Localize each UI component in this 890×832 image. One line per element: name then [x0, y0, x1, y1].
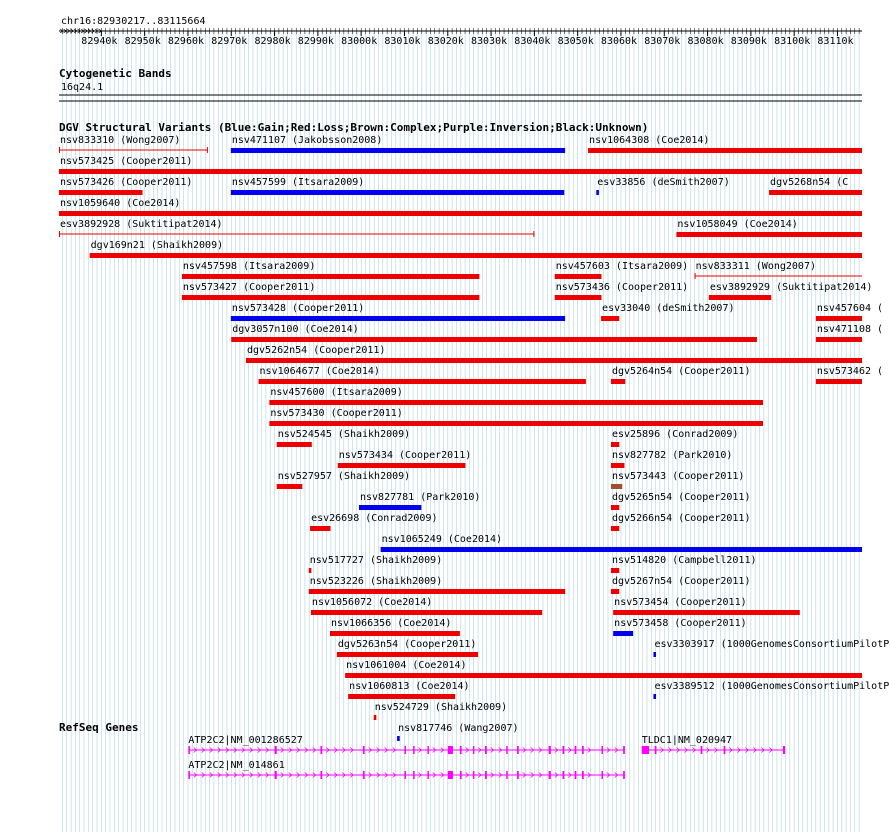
- variant-label: nsv457603 (Itsara2009): [555, 261, 689, 272]
- variant-label: dgv5265n54 (Cooper2011): [612, 492, 751, 503]
- variant-feature[interactable]: [816, 366, 883, 384]
- gene-exon: [363, 771, 365, 779]
- variant-label: nsv1064677 (Coe2014): [259, 366, 380, 377]
- variant-bar[interactable]: [653, 694, 656, 699]
- variant-bar[interactable]: [653, 652, 656, 657]
- variant-feature[interactable]: [613, 618, 746, 636]
- variant-label: nsv573436 (Cooper2011): [555, 282, 689, 293]
- variant-feature[interactable]: [769, 177, 862, 195]
- variant-bar[interactable]: [611, 442, 619, 447]
- gene-label: TLDC1|NM_020947: [641, 735, 733, 746]
- variant-label: nsv1058049 (Coe2014): [677, 219, 798, 230]
- variant-bar[interactable]: [59, 211, 862, 216]
- variant-label: nsv1059640 (Coe2014): [60, 198, 181, 209]
- ruler-tick-label: 82990k: [297, 36, 334, 47]
- gene-exon: [783, 746, 785, 754]
- gene-exon: [188, 771, 190, 779]
- variant-label: nsv573428 (Cooper2011): [231, 303, 365, 314]
- variant-label: nsv527957 (Shaikh2009): [277, 471, 411, 482]
- gene-model[interactable]: [642, 735, 785, 754]
- ruler-tick-label: 82970k: [211, 36, 248, 47]
- gene-exon: [275, 771, 277, 779]
- ruler-tick-label: 83060k: [600, 36, 638, 47]
- variant-bar[interactable]: [337, 652, 478, 657]
- variant-feature[interactable]: [277, 429, 410, 447]
- gene-exon: [427, 771, 429, 779]
- variant-bar[interactable]: [277, 442, 312, 447]
- gene-exon: [701, 746, 703, 754]
- ruler-tick-label: 83010k: [384, 36, 421, 47]
- variant-label: nsv1056072 (Coe2014): [311, 597, 433, 608]
- ruler-tick-label: 82940k: [81, 36, 118, 47]
- gene-model[interactable]: [188, 735, 624, 754]
- ruler-tick-label: 82980k: [254, 36, 291, 47]
- variant-bar[interactable]: [397, 736, 400, 741]
- variant-feature[interactable]: [309, 555, 442, 573]
- variant-label: nsv471107 (Jakobsson2008): [231, 135, 383, 146]
- variant-bar[interactable]: [611, 568, 619, 573]
- variant-label: esv3389512 (1000GenomesConsortiumPilotP: [654, 681, 890, 692]
- variant-feature[interactable]: [269, 408, 763, 426]
- ruler-tick-label: 83030k: [471, 36, 508, 47]
- variant-feature[interactable]: [269, 387, 763, 405]
- variant-bar[interactable]: [269, 400, 763, 405]
- gene-exon: [188, 746, 190, 754]
- variant-feature[interactable]: [816, 303, 883, 321]
- gene-exon: [320, 771, 322, 779]
- variant-feature[interactable]: [613, 597, 800, 615]
- variant-bar[interactable]: [613, 610, 800, 615]
- variant-bar[interactable]: [59, 190, 142, 195]
- variant-bar[interactable]: [611, 379, 625, 384]
- ruler-tick-label: 83100k: [774, 36, 811, 47]
- variant-feature[interactable]: [59, 135, 208, 153]
- variant-label: esv25896 (Conrad2009): [612, 429, 739, 440]
- variant-bar[interactable]: [816, 379, 862, 384]
- ruler-tick-label: 83020k: [427, 36, 464, 47]
- variant-feature[interactable]: [359, 492, 480, 510]
- variant-label: nsv524729 (Shaikh2009): [374, 702, 508, 713]
- variant-feature[interactable]: [611, 492, 750, 510]
- variant-label: nsv573434 (Cooper2011): [338, 450, 472, 461]
- dgv-track-title: DGV Structural Variants (Blue:Gain;Red:Loss;Brown:Complex;Purple:Inversion;Black:Unknown): [59, 121, 649, 134]
- variant-bar[interactable]: [259, 379, 586, 384]
- ruler-tick-label: 82960k: [167, 36, 205, 47]
- variant-bar[interactable]: [611, 484, 622, 489]
- variant-bar[interactable]: [277, 484, 303, 489]
- ruler-tick-label: 83090k: [730, 36, 767, 47]
- gene-exon: [404, 746, 406, 754]
- gene-exon: [448, 771, 453, 779]
- gene-exon: [601, 746, 603, 754]
- gene-exon: [563, 746, 565, 754]
- gene-exon: [575, 746, 577, 754]
- variant-label: nsv524545 (Shaikh2009): [277, 429, 411, 440]
- variant-feature[interactable]: [676, 219, 862, 237]
- variant-label: esv33040 (deSmith2007): [602, 303, 735, 314]
- gene-label: ATP2C2|NM_001286527: [188, 735, 303, 746]
- gene-exon: [549, 746, 551, 754]
- coordinate-label: chr16:82930217..83115664: [61, 16, 206, 27]
- variant-feature[interactable]: [277, 471, 410, 489]
- variant-feature[interactable]: [555, 282, 688, 300]
- variant-feature[interactable]: [611, 366, 750, 384]
- variant-bar[interactable]: [816, 337, 862, 342]
- variant-bar[interactable]: [338, 463, 466, 468]
- variant-feature[interactable]: [231, 177, 564, 195]
- gene-exon: [506, 746, 508, 754]
- variant-label: nsv573462 (: [816, 366, 884, 377]
- variant-bar[interactable]: [182, 295, 479, 300]
- variant-bar[interactable]: [611, 505, 619, 510]
- ruler-tick-label: 83080k: [687, 36, 724, 47]
- gene-exon: [320, 746, 322, 754]
- gene-exon: [655, 746, 657, 754]
- variant-bar[interactable]: [555, 295, 602, 300]
- variant-feature[interactable]: [816, 324, 883, 342]
- ruler-tick-label: 82950k: [124, 36, 161, 47]
- gene-exon: [473, 771, 475, 779]
- variant-label: nsv1064308 (Coe2014): [589, 135, 710, 146]
- variant-label: nsv817746 (Wang2007): [398, 723, 519, 734]
- variant-bar[interactable]: [588, 148, 862, 153]
- variant-feature[interactable]: [397, 723, 518, 741]
- variant-label: nsv573454 (Cooper2011): [614, 597, 747, 608]
- variant-bar[interactable]: [611, 526, 619, 531]
- gene-exon: [460, 746, 462, 754]
- variant-feature[interactable]: [330, 618, 460, 636]
- gene-exon: [601, 771, 603, 779]
- variant-feature[interactable]: [59, 219, 534, 237]
- variant-label: nsv573425 (Cooper2011): [60, 156, 193, 167]
- variant-feature[interactable]: [709, 282, 873, 300]
- variant-feature[interactable]: [311, 597, 542, 615]
- variant-label: nsv573458 (Cooper2011): [614, 618, 747, 629]
- gene-exon: [275, 746, 277, 754]
- ruler-tick-label: 83110k: [817, 36, 854, 47]
- variant-bar[interactable]: [601, 316, 619, 321]
- variant-bar[interactable]: [311, 610, 542, 615]
- refseq-track-title: RefSeq Genes: [59, 721, 139, 734]
- gene-label: ATP2C2|NM_014861: [188, 760, 285, 771]
- variant-bar[interactable]: [345, 673, 862, 678]
- variant-bar[interactable]: [769, 190, 862, 195]
- variant-label: nsv1066356 (Coe2014): [330, 618, 452, 629]
- gene-exon: [517, 771, 519, 779]
- variant-feature[interactable]: [653, 681, 889, 699]
- variant-label: nsv1060813 (Coe2014): [349, 681, 470, 692]
- variant-label: dgv3057n100 (Coe2014): [232, 324, 359, 335]
- variant-bar[interactable]: [374, 715, 377, 720]
- variant-bar[interactable]: [381, 547, 862, 552]
- cytoband-label: 16q24.1: [61, 82, 104, 93]
- gene-exon: [460, 771, 462, 779]
- ruler-tick-label: 83040k: [514, 36, 551, 47]
- gene-exon: [575, 771, 577, 779]
- variant-bar[interactable]: [359, 505, 421, 510]
- gene-exon: [582, 771, 584, 779]
- variant-bar[interactable]: [676, 232, 862, 237]
- variant-label: nsv457598 (Itsara2009): [182, 261, 316, 272]
- variant-bar[interactable]: [309, 568, 312, 573]
- variant-bar[interactable]: [613, 631, 633, 636]
- cytoband-track-title: Cytogenetic Bands: [59, 67, 172, 80]
- gene-exon: [448, 746, 453, 754]
- variant-bar[interactable]: [709, 295, 771, 300]
- gene-exon: [413, 771, 415, 779]
- variant-bar[interactable]: [555, 274, 602, 279]
- variant-feature[interactable]: [259, 366, 586, 384]
- gene-exon: [506, 771, 508, 779]
- variant-bar[interactable]: [330, 631, 460, 636]
- variant-label: nsv471108 (: [816, 324, 884, 335]
- variant-label: esv3892929 (Suktitipat2014): [709, 282, 873, 293]
- variant-label: nsv573430 (Cooper2011): [270, 408, 403, 419]
- scale-ruler[interactable]: [59, 28, 862, 47]
- variant-label: nsv827781 (Park2010): [360, 492, 481, 503]
- variant-feature[interactable]: [653, 639, 889, 657]
- variant-feature[interactable]: [338, 450, 471, 468]
- gene-exon: [724, 746, 726, 754]
- variant-bar[interactable]: [182, 274, 479, 279]
- variant-bar[interactable]: [231, 316, 565, 321]
- variant-label: nsv457600 (Itsara2009): [270, 387, 403, 398]
- variant-bar[interactable]: [816, 316, 862, 321]
- gene-exon: [473, 746, 475, 754]
- variant-feature[interactable]: [348, 681, 469, 699]
- variant-feature[interactable]: [611, 429, 738, 447]
- gene-exon: [549, 771, 551, 779]
- variant-bar[interactable]: [231, 337, 757, 342]
- variant-label: esv3892928 (Suktitipat2014): [60, 219, 223, 230]
- variant-bar[interactable]: [231, 190, 564, 195]
- variant-label: dgv5264n54 (Cooper2011): [612, 366, 751, 377]
- variant-label: nsv573443 (Cooper2011): [612, 471, 745, 482]
- variant-label: nsv1065249 (Coe2014): [381, 534, 503, 545]
- variant-label: esv33856 (deSmith2007): [597, 177, 730, 188]
- gene-exon: [413, 746, 415, 754]
- variant-bar[interactable]: [269, 421, 763, 426]
- variant-feature[interactable]: [611, 555, 757, 573]
- variant-feature[interactable]: [555, 261, 688, 279]
- variant-label: nsv827782 (Park2010): [612, 450, 733, 461]
- gene-exon: [623, 771, 625, 779]
- variant-feature[interactable]: [231, 135, 565, 153]
- variant-label: esv3303917 (1000GenomesConsortiumPilotP: [654, 639, 890, 650]
- gene-exon: [363, 746, 365, 754]
- variant-label: esv26698 (Conrad2009): [311, 513, 438, 524]
- variant-feature[interactable]: [59, 177, 192, 195]
- gene-exon: [404, 771, 406, 779]
- ruler-tick-label: 83050k: [557, 36, 594, 47]
- variant-bar[interactable]: [611, 589, 619, 594]
- variant-feature[interactable]: [374, 702, 507, 720]
- variant-feature[interactable]: [611, 513, 750, 531]
- variant-bar[interactable]: [246, 358, 862, 363]
- variant-label: dgv5266n54 (Cooper2011): [612, 513, 751, 524]
- variant-feature[interactable]: [310, 513, 437, 531]
- variant-label: nsv833311 (Wong2007): [695, 261, 817, 272]
- variant-label: nsv523226 (Shaikh2009): [309, 576, 443, 587]
- variant-bar[interactable]: [596, 190, 599, 195]
- ruler-tick-label: 83000k: [341, 36, 378, 47]
- variant-label: nsv514820 (Campbell2011): [612, 555, 757, 566]
- variant-label: nsv457599 (Itsara2009): [231, 177, 365, 188]
- gene-model[interactable]: [188, 760, 624, 779]
- variant-label: nsv517727 (Shaikh2009): [309, 555, 443, 566]
- variant-feature[interactable]: [611, 471, 744, 489]
- ruler-tick-label: 83070k: [644, 36, 681, 47]
- variant-feature[interactable]: [246, 345, 862, 363]
- variant-feature[interactable]: [231, 324, 757, 342]
- gene-exon: [517, 746, 519, 754]
- variant-bar[interactable]: [90, 253, 862, 258]
- gene-exon: [582, 746, 584, 754]
- variant-label: nsv573426 (Cooper2011): [60, 177, 193, 188]
- variant-label: nsv573427 (Cooper2011): [182, 282, 316, 293]
- variant-label: nsv833310 (Wong2007): [60, 135, 181, 146]
- gene-exon: [623, 746, 625, 754]
- variant-label: dgv5263n54 (Cooper2011): [337, 639, 477, 650]
- variant-label: nsv1061004 (Coe2014): [346, 660, 467, 671]
- variant-bar[interactable]: [310, 526, 330, 531]
- variant-feature[interactable]: [611, 576, 750, 594]
- variant-bar[interactable]: [231, 148, 565, 153]
- variant-feature[interactable]: [695, 261, 862, 279]
- gene-exon: [427, 746, 429, 754]
- gene-exon: [563, 771, 565, 779]
- gene-exon: [485, 746, 487, 754]
- gene-exon: [642, 746, 649, 754]
- gene-exon: [485, 771, 487, 779]
- variant-feature[interactable]: [90, 240, 862, 258]
- variant-label: dgv5268n54 (C: [770, 177, 849, 188]
- variant-feature[interactable]: [309, 576, 565, 594]
- variant-feature[interactable]: [231, 303, 565, 321]
- variant-feature[interactable]: [611, 450, 732, 468]
- variant-bar[interactable]: [309, 589, 565, 594]
- variant-label: nsv457604 (: [816, 303, 884, 314]
- variant-feature[interactable]: [337, 639, 478, 657]
- variant-label: dgv5267n54 (Cooper2011): [612, 576, 751, 587]
- variant-label: dgv5262n54 (Cooper2011): [246, 345, 386, 356]
- variant-bar[interactable]: [611, 463, 624, 468]
- variant-bar[interactable]: [348, 694, 455, 699]
- variant-bar[interactable]: [59, 169, 862, 174]
- variant-label: dgv169n21 (Shaikh2009): [90, 240, 224, 251]
